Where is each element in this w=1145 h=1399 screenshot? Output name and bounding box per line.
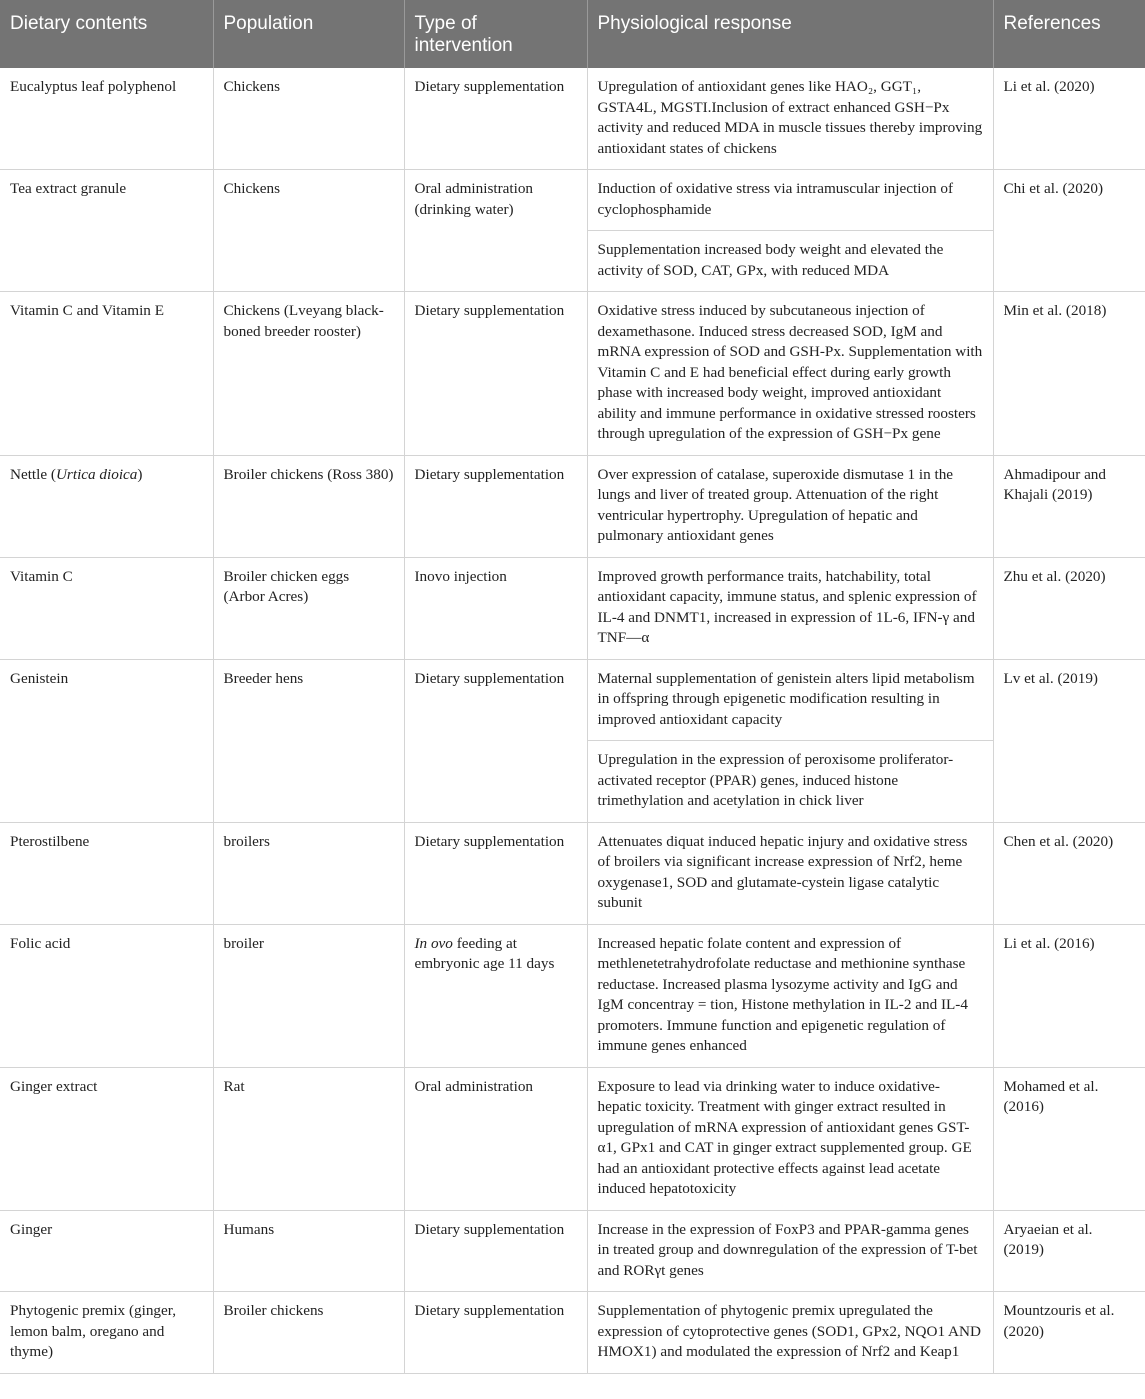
intervention-text: feeding at embryonic age 11 days — [414, 934, 555, 972]
cell-dietary-contents: Vitamin C and Vitamin E — [0, 292, 213, 456]
cell-references: Mountzouris et al. (2020) — [993, 1292, 1145, 1374]
cell-type-of-intervention: Dietary supplementation — [404, 292, 587, 456]
cell-references: Li et al. (2016) — [993, 924, 1145, 1067]
cell-physiological-response — [587, 292, 993, 456]
response-entry: Increase in the expression of FoxP3 and PPAR-gamma genes in treated group and downregulation of the expression of T-bet and RORγt genes — [597, 1220, 978, 1279]
header-physiological-response: Physiological response — [587, 0, 993, 68]
cell-type-of-intervention: Dietary supplementation — [404, 1210, 587, 1292]
dietary-text: ) — [137, 465, 143, 483]
cell-references: Aryaeian et al. (2019) — [993, 1210, 1145, 1292]
cell-population: Humans — [213, 1210, 404, 1292]
response-entry: Induction of oxidative stress via intramuscular injection of cyclophosphamide — [597, 180, 954, 218]
header-dietary-contents: Dietary contents — [0, 0, 213, 68]
cell-references: Min et al. (2018) — [993, 292, 1145, 456]
response-entry: Supplementation of phytogenic premix upregulated the expression of cytoprotective genes (SOD1, GPx2, NQO1 AND HMOX1) and modulated the expression of Nrf2 and Keap1 — [597, 1302, 981, 1360]
table-row — [0, 455, 1145, 557]
cell-dietary-contents: Eucalyptus leaf polyphenol — [0, 68, 213, 170]
cell-physiological-response — [587, 822, 993, 924]
cell-physiological-response — [587, 68, 993, 170]
table-header — [0, 0, 1145, 68]
cell-type-of-intervention: Dietary supplementation — [404, 1292, 587, 1374]
table-row — [0, 170, 1145, 292]
dietary-text: Nettle ( — [10, 465, 56, 483]
cell-type-of-intervention: Oral administration (drinking water) — [404, 170, 587, 292]
table-row — [0, 1067, 1145, 1210]
cell-dietary-contents: Folic acid — [0, 924, 213, 1067]
cell-population: Chickens — [213, 68, 404, 170]
response-entry: Upregulation of antioxidant genes like HAO₂, GGT₁, GSTA4L, MGSTI.Inclusion of extract enhanced GSH−Px activity and reduced MDA in muscle tissues thereby improving antioxidant states of chickens — [597, 78, 983, 157]
cell-references: Zhu et al. (2020) — [993, 557, 1145, 659]
cell-dietary-contents: Pterostilbene — [0, 822, 213, 924]
cell-population: Chickens (Lveyang black-boned breeder rooster) — [213, 292, 404, 456]
header-references: References — [993, 0, 1145, 68]
cell-population: Broiler chickens — [213, 1292, 404, 1374]
cell-dietary-contents: Phytogenic premix (ginger, lemon balm, oregano and thyme) — [0, 1292, 213, 1374]
cell-references: Chi et al. (2020) — [993, 170, 1145, 292]
cell-population: broiler — [213, 924, 404, 1067]
cell-physiological-response — [587, 557, 993, 659]
table-row — [0, 68, 1145, 170]
response-entry: Attenuates diquat induced hepatic injury and oxidative stress of broilers via significant increase expression of Nrf2, heme oxygenase1, SOD and glutamate-cystein ligase catalytic subunit — [597, 832, 968, 911]
response-entry: Increased hepatic folate content and expression of methlenetetrahydrofolate reductase and methionine synthase reductase. Increased plasma lysozyme activity and IgG and IgM concentray = tion, Histone methylation in IL-2 and IL-4 promoters. Immune function and epigenetic regulation of immune genes enhanced — [597, 934, 968, 1054]
cell-physiological-response — [587, 924, 993, 1067]
response-entry: Over expression of catalase, superoxide dismutase 1 in the lungs and liver of treated group. Attenuation of the right ventricular hypertrophy. Upregulation of hepatic and pulmonary antioxidant genes — [597, 465, 954, 544]
cell-dietary-contents: Genistein — [0, 659, 213, 822]
cell-type-of-intervention: Dietary supplementation — [404, 822, 587, 924]
response-entry: Exposure to lead via drinking water to induce oxidative-hepatic toxicity. Treatment with ginger extract resulted in upregulation of mRNA expression of antioxidant genes GST-α1, GPx1 and CAT in ginger extract supplemented group. GE had an antioxidant protective effects against lead acetate induced hepatotoxicity — [597, 1077, 972, 1197]
cell-population: Rat — [213, 1067, 404, 1210]
table-row — [0, 292, 1145, 456]
intervention-italic: In ovo — [414, 934, 453, 952]
table-row — [0, 1292, 1145, 1374]
response-entry: Upregulation in the expression of peroxisome proliferator-activated receptor (PPAR) genes, induced histone trimethylation and acetylation in chick liver — [588, 740, 993, 822]
header-row — [0, 0, 1145, 68]
cell-physiological-response — [587, 1292, 993, 1374]
cell-dietary-contents: Ginger extract — [0, 1067, 213, 1210]
response-entry: Supplementation increased body weight and elevated the activity of SOD, CAT, GPx, with reduced MDA — [588, 230, 993, 291]
cell-population: broilers — [213, 822, 404, 924]
cell-references: Li et al. (2020) — [993, 68, 1145, 170]
cell-type-of-intervention: Dietary supplementation — [404, 68, 587, 170]
cell-dietary-contents — [0, 455, 213, 557]
cell-physiological-response — [587, 455, 993, 557]
cell-population: Broiler chickens (Ross 380) — [213, 455, 404, 557]
table-row — [0, 822, 1145, 924]
table-row — [0, 924, 1145, 1067]
cell-references: Mohamed et al. (2016) — [993, 1067, 1145, 1210]
cell-population: Chickens — [213, 170, 404, 292]
cell-dietary-contents: Tea extract granule — [0, 170, 213, 292]
cell-references: Lv et al. (2019) — [993, 659, 1145, 822]
cell-physiological-response — [587, 659, 993, 822]
header-population: Population — [213, 0, 404, 68]
cell-physiological-response — [587, 170, 993, 292]
cell-physiological-response — [587, 1210, 993, 1292]
table-row — [0, 1210, 1145, 1292]
cell-type-of-intervention: Dietary supplementation — [404, 659, 587, 822]
cell-type-of-intervention: Oral administration — [404, 1067, 587, 1210]
cell-dietary-contents: Ginger — [0, 1210, 213, 1292]
cell-dietary-contents: Vitamin C — [0, 557, 213, 659]
dietary-species-name: Urtica dioica — [55, 465, 138, 483]
cell-physiological-response — [587, 1067, 993, 1210]
cell-references: Chen et al. (2020) — [993, 822, 1145, 924]
cell-population: Broiler chicken eggs (Arbor Acres) — [213, 557, 404, 659]
response-entry: Maternal supplementation of genistein alters lipid metabolism in offspring through epigenetic modification resulting in improved antioxidant capacity — [597, 669, 975, 728]
table-row — [0, 557, 1145, 659]
cell-type-of-intervention — [404, 924, 587, 1067]
response-entry: Improved growth performance traits, hatchability, total antioxidant capacity, immune status, and splenic expression of IL-4 and DNMT1, increased in expression of 1L-6, IFN-γ and TNF—α — [597, 567, 977, 646]
table-body — [0, 68, 1145, 1373]
table-row — [0, 659, 1145, 822]
cell-type-of-intervention: Dietary supplementation — [404, 455, 587, 557]
cell-references: Ahmadipour and Khajali (2019) — [993, 455, 1145, 557]
cell-type-of-intervention: Inovo injection — [404, 557, 587, 659]
response-entry: Oxidative stress induced by subcutaneous injection of dexamethasone. Induced stress decreased SOD, IgM and mRNA expression of SOD and GSH-Px. Supplementation with Vitamin C and E had beneficial effect during early growth phase with increased body weight, improved antioxidant ability and immune performance in oxidative stressed roosters through upregulation of the expression of GSH−Px gene — [597, 302, 983, 442]
cell-population: Breeder hens — [213, 659, 404, 822]
header-type-of-intervention: Type of intervention — [404, 0, 587, 68]
